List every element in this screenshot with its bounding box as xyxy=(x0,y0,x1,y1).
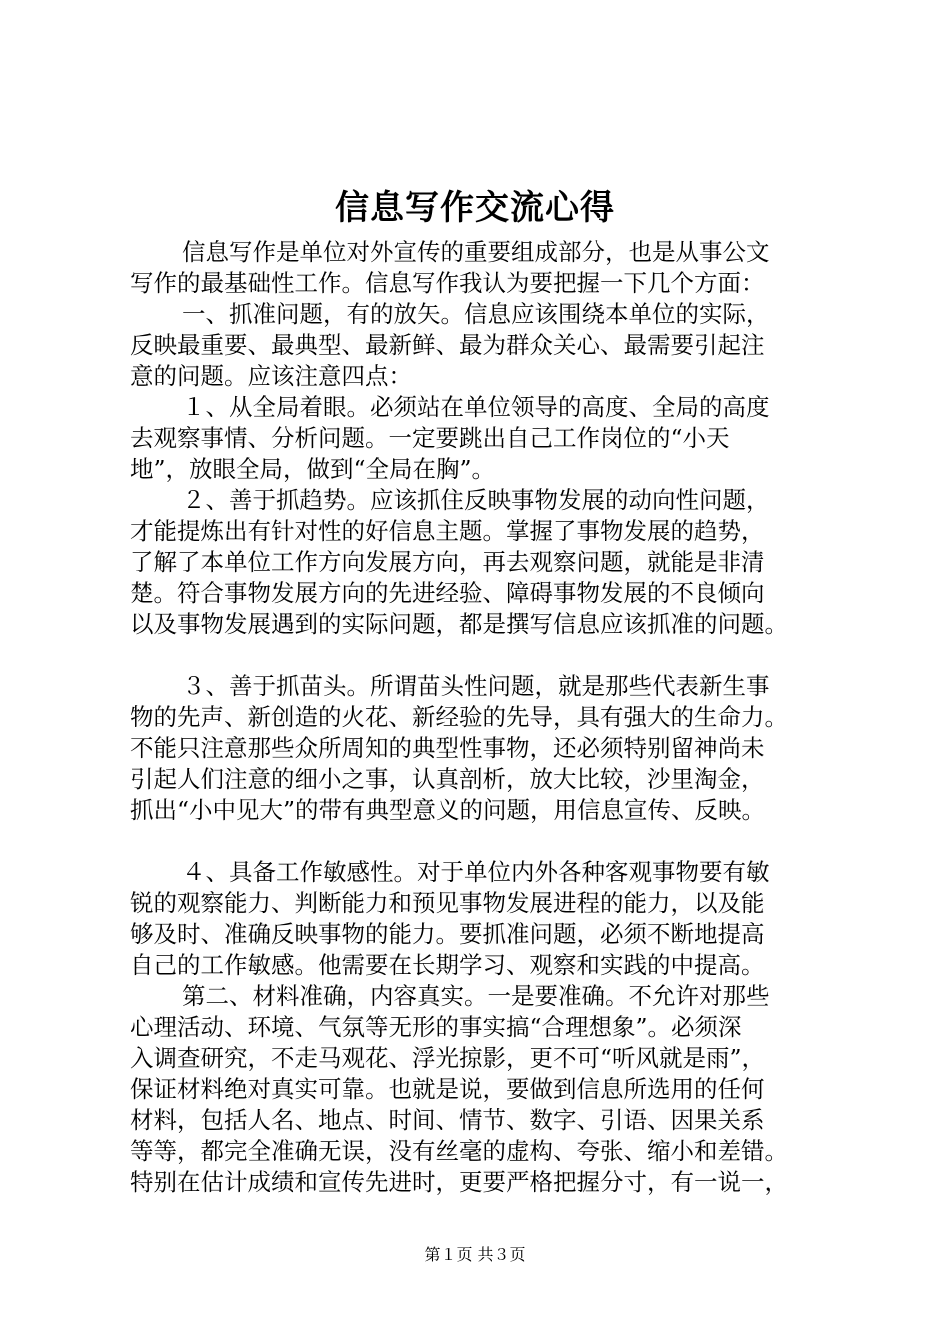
text-line: １、从全局着眼。必须站在单位领导的高度、全局的高度 xyxy=(182,393,770,421)
paragraph-gap xyxy=(130,640,840,671)
document-title: 信息写作交流心得 xyxy=(335,188,615,228)
text-line: 抓出“小中见大”的带有典型意义的问题，用信息宣传、反映。 xyxy=(130,796,766,824)
text-line: 一、抓准问题，有的放矢。信息应该围绕本单位的实际， xyxy=(182,300,770,328)
paragraph-gap xyxy=(130,826,840,857)
text-line: 引起人们注意的细小之事，认真剖析，放大比较，沙里淘金， xyxy=(130,765,765,793)
text-line: 以及事物发展遇到的实际问题，都是撰写信息应该抓准的问题。 xyxy=(130,610,788,638)
text-line: 才能提炼出有针对性的好信息主题。掌握了事物发展的趋势， xyxy=(130,517,765,545)
text-line: 意的问题。应该注意四点： xyxy=(130,362,412,390)
text-line: 心理活动、环境、气氛等无形的事实搞“合理想象”。必须深 xyxy=(130,1013,742,1041)
text-line: 反映最重要、最典型、最新鲜、最为群众关心、最需要引起注 xyxy=(130,331,765,359)
text-line: 去观察事情、分析问题。一定要跳出自己工作岗位的“小天 xyxy=(130,424,730,452)
text-line: 保证材料绝对真实可靠。也就是说，要做到信息所选用的任何 xyxy=(130,1075,765,1103)
text-line: 等等，都完全准确无误，没有丝毫的虚构、夸张、缩小和差错。 xyxy=(130,1137,788,1165)
text-line: 够及时、准确反映事物的能力。要抓准问题，必须不断地提高 xyxy=(130,920,765,948)
text-line: 特别在估计成绩和宣传先进时，更要严格把握分寸，有一说一， xyxy=(130,1168,788,1196)
text-line: ２、善于抓趋势。应该抓住反映事物发展的动向性问题， xyxy=(182,486,770,514)
text-line: 第二、材料准确，内容真实。一是要准确。不允许对那些 xyxy=(182,982,770,1010)
text-line: 自己的工作敏感。他需要在长期学习、观察和实践的中提高。 xyxy=(130,951,765,979)
text-line: 锐的观察能力、判断能力和预见事物发展进程的能力，以及能 xyxy=(130,889,765,917)
text-line: 写作的最基础性工作。信息写作我认为要把握一下几个方面： xyxy=(130,269,765,297)
page-footer: 第１页 共３页 xyxy=(424,1245,526,1264)
text-line: 了解了本单位工作方向发展方向，再去观察问题，就能是非清 xyxy=(130,548,765,576)
text-line: 信息写作是单位对外宣传的重要组成部分，也是从事公文 xyxy=(182,238,770,266)
document-body xyxy=(130,237,840,1198)
text-line: 地”，放眼全局，做到“全局在胸”。 xyxy=(130,455,496,483)
text-line: 物的先声、新创造的火花、新经验的先导，具有强大的生命力。 xyxy=(130,703,788,731)
text-line: ３、善于抓苗头。所谓苗头性问题，就是那些代表新生事 xyxy=(182,672,770,700)
text-line: 材料，包括人名、地点、时间、情节、数字、引语、因果关系 xyxy=(130,1106,765,1134)
text-line: 楚。符合事物发展方向的先进经验、障碍事物发展的不良倾向 xyxy=(130,579,765,607)
text-line: ４、具备工作敏感性。对于单位内外各种客观事物要有敏 xyxy=(182,858,770,886)
text-line: 不能只注意那些众所周知的典型性事物，还必须特别留神尚未 xyxy=(130,734,765,762)
text-line: 入调查研究，不走马观花、浮光掠影，更不可“听风就是雨”， xyxy=(130,1044,766,1072)
